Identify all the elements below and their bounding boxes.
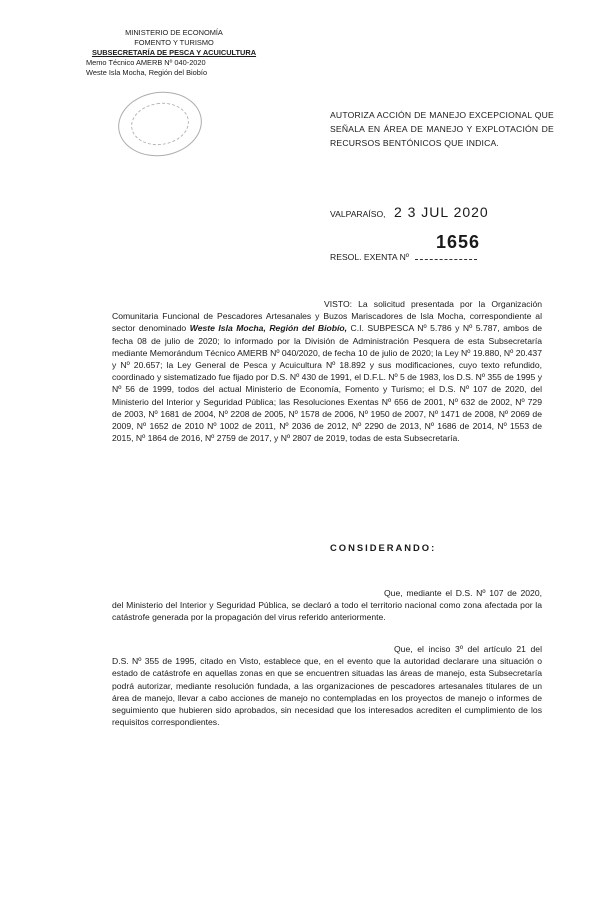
visto-text-2: C.I. SUBPESCA Nº 5.786 y Nº 5.787, ambos de fecha 08 de julio de 2020; lo informado por la División de Administración Pesquera de esta Subsecretaría mediante Memorándum Técnico AMERB Nº 040/2020, de fecha 10 de julio de 2020; la Ley Nº 19.880, Nº 20.437 y Nº 20.657; la Ley General de Pesca y Acuicultura Nº 18.892 y sus modificaciones, cuyo texto refundido, coordinado y sistematizado fue fijado por D.S. Nº 430 de 1991, el D.F.L. Nº 5 de 1983, los D.S. Nº 355 de 1995 y Nº 56 de 1999, todos del actual Ministerio de Economía, Fomento y Turismo; el D.S. Nº 107 de 2020, del Ministerio del Interior y Seguridad Pública; las Resoluciones Exentas Nº 656 de 2001, Nº 632 de 2002, Nº 729 de 2003, Nº 1681 de 2004, Nº 2208 de 2005, Nº 1578 de 2006, Nº 1950 de 2007, Nº 1471 de 2008, Nº 2069 de 2009, Nº 1652 de 2010 Nº 1002 de 2011, Nº 2036 de 2012, Nº 2290 de 2013, Nº 1686 de 2014, Nº 1553 de 2015, Nº 1864 de 2016, Nº 2759 de 2017, y Nº 2807 de 2019, todas de esta Subsecretaría.	[112, 323, 543, 444]
considerando-paragraph-2	[112, 643, 542, 728]
resolution-title: AUTORIZA ACCIÓN DE MANEJO EXCEPCIONAL QUE SEÑALA EN ÁREA DE MANEJO Y EXPLOTACIÓN DE RECURSOS BENTÓNICOS QUE INDICA.	[330, 110, 554, 148]
ministry-name-2: FOMENTO Y TURISMO	[134, 38, 214, 47]
considerando-text-2: Que, el inciso 3º del artículo 21 del D.S. Nº 355 de 1995, citado en Visto, establece que, en el evento que la autoridad declarare una situación o estado de catástrofe en aquellas zonas en que se encuentren situadas las áreas de manejo, esta Subsecretaría podrá autorizar, mediante resolución fundada, a las organizaciones de pescadores artesanales titulares de un área de manejo, llevar a cabo acciones de manejo no contempladas en los proyectos de manejo o informes de seguimiento que hubieren sido aprobados, sin necesidad que los interesados acrediten el cumplimiento de los requisitos correspondientes.	[112, 644, 542, 728]
resolution-number: 1656	[436, 232, 481, 252]
ministry-name: MINISTERIO DE ECONOMÍA	[125, 28, 223, 37]
date-stamp: 2 3 JUL 2020	[393, 204, 489, 220]
visto-paragraph	[112, 298, 542, 444]
city: VALPARAÍSO,	[330, 209, 386, 219]
considerando-text-1: Que, mediante el D.S. Nº 107 de 2020, del Ministerio del Interior y Seguridad Pública, se declaró a todo el territorio nacional como zona afectada por la catástrofe generada por la propagación del virus referido anteriormente.	[112, 588, 542, 623]
location-reference: Weste Isla Mocha, Región del Biobío	[86, 68, 208, 77]
place-date	[330, 204, 489, 220]
official-stamp-icon	[114, 86, 206, 161]
visto-text-1: La solicitud presentada por la Organización Comunitaria Funcional de Pescadores Artesanales y Buzos Mariscadores de Isla Mocha, correspondiente al sector denominado	[112, 299, 542, 334]
letterhead	[84, 28, 264, 78]
resolution-label: RESOL. EXENTA Nº	[330, 252, 409, 262]
resolution-label-row	[330, 252, 477, 262]
considerando-heading: CONSIDERANDO:	[330, 542, 437, 553]
considerando-paragraph-1	[112, 587, 542, 624]
memo-reference: Memo Técnico AMERB Nº 040-2020	[86, 58, 206, 67]
visto-sector: Weste Isla Mocha, Región del Biobío,	[189, 323, 348, 334]
visto-label: VISTO:	[324, 299, 353, 309]
subsecretaria-name: SUBSECRETARÍA DE PESCA Y ACUICULTURA	[91, 48, 257, 57]
resolution-number-line	[415, 259, 477, 260]
